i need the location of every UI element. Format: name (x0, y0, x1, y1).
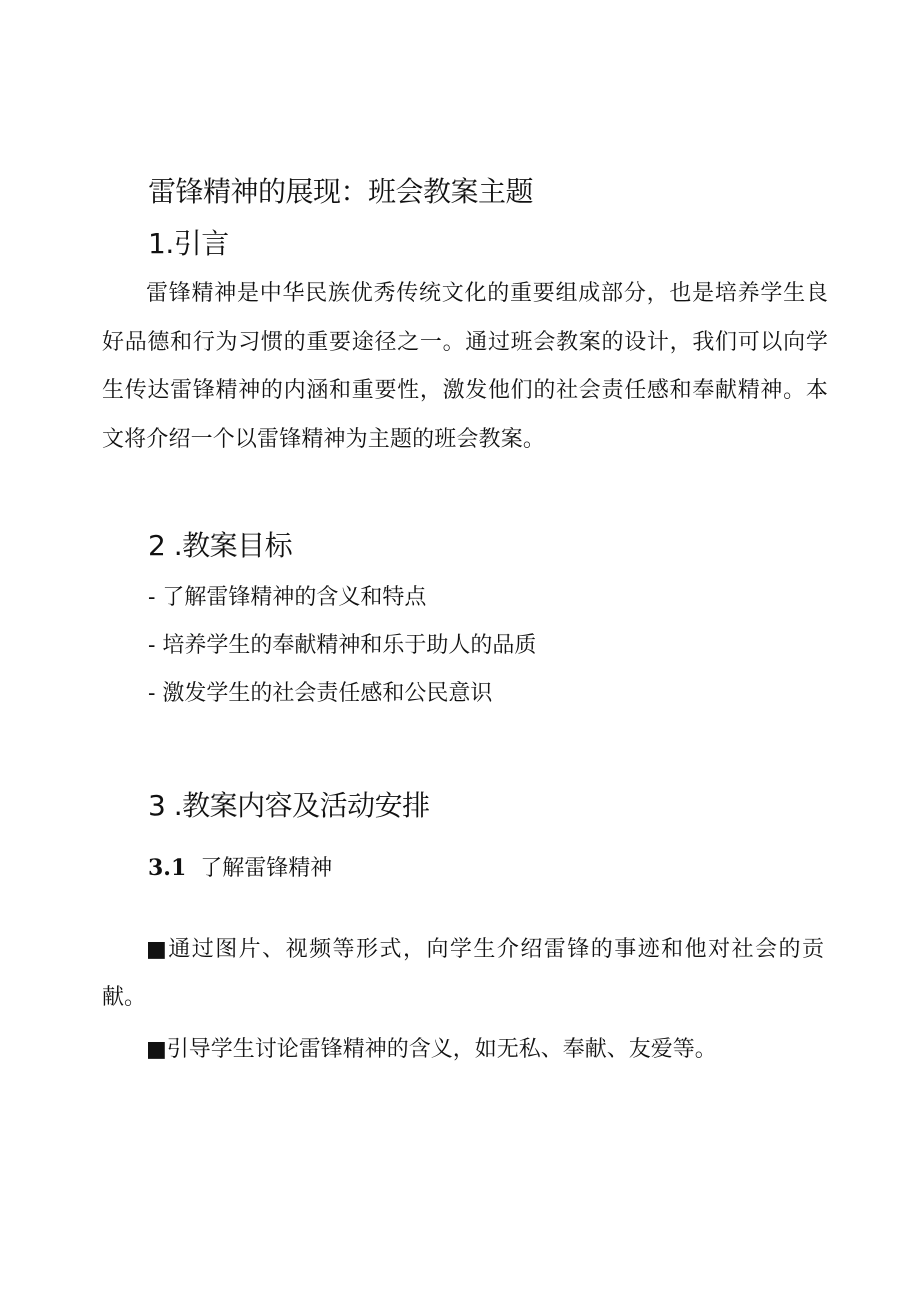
objective-item: - 激发学生的社会责任感和公民意识 (148, 681, 493, 706)
introduction-paragraph: 雷锋精神是中华民族优秀传统文化的重要组成部分，也是培养学生良好品德和行为习惯的重要途径之一。通过班会教案的设计，我们可以向学生传达雷锋精神的内涵和重要性，激发他们的社会责任感和奉献精神。本文将介绍一个以雷锋精神为主题的班会教案。 (102, 281, 828, 452)
section-heading-introduction: 1.引言 (148, 227, 229, 260)
objective-item: - 培养学生的奉献精神和乐于助人的品质 (148, 633, 537, 658)
activity-paragraph: ■引导学生讨论雷锋精神的含义，如无私、奉献、友爱等。 (146, 1037, 717, 1062)
section-heading-objectives: 2 .教案目标 (148, 529, 293, 562)
document-title: 雷锋精神的展现：班会教案主题 (148, 175, 534, 208)
subsection-number: 3.1 (148, 855, 187, 881)
section-heading-content: 3 .教案内容及活动安排 (148, 789, 430, 822)
subsection-heading (148, 850, 332, 887)
objective-item: - 了解雷锋精神的含义和特点 (148, 585, 427, 610)
subsection-title: 了解雷锋精神 (200, 856, 333, 881)
activity-paragraph: ■通过图片、视频等形式，向学生介绍雷锋的事迹和他对社会的贡献。 (102, 937, 824, 1010)
